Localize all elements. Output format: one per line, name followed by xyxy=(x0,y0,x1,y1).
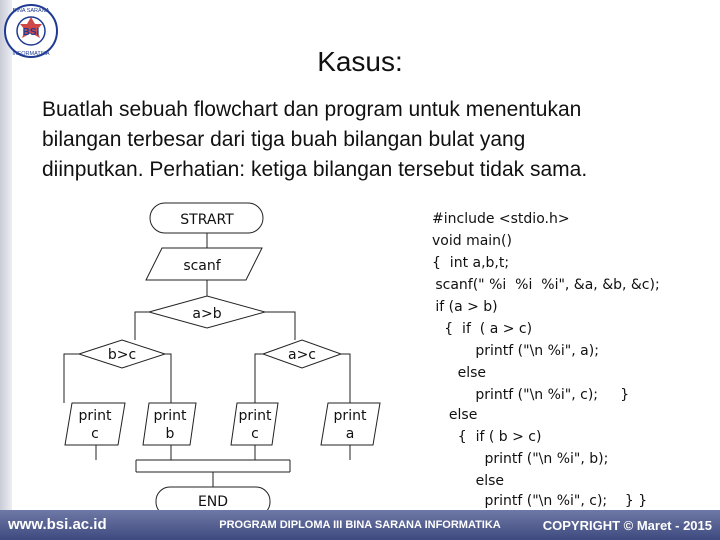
print-2-line-1: print xyxy=(153,408,187,424)
end-label: END xyxy=(197,494,229,510)
logo-top-text: BINA SARANA xyxy=(12,8,50,14)
input-label: scanf xyxy=(183,258,221,274)
case-line-1: Buatlah sebuah flowchart dan program untuk menentukan xyxy=(42,98,582,121)
code-line: if (a > b) xyxy=(422,299,498,315)
print-1-line-1: print xyxy=(78,408,112,424)
print-1-line-2: c xyxy=(91,426,99,442)
code-line: { if ( a > c) xyxy=(422,321,533,337)
connector-ab-right xyxy=(265,312,295,340)
footer-program-text: PROGRAM DIPLOMA III BINA SARANA INFORMATIKA xyxy=(219,519,501,531)
print-2-line-2: b xyxy=(165,426,175,442)
code-line: { int a,b,t; xyxy=(432,255,510,271)
case-line-3: diinputkan. Perhatian: ketiga bilangan tersebut tidak sama. xyxy=(42,158,588,181)
code-line: { if ( b > c) xyxy=(440,429,542,445)
print-3-line-2: c xyxy=(251,426,259,442)
logo-mark-text: BSI xyxy=(22,27,40,38)
connector-ab-left xyxy=(135,312,149,340)
code-line: else xyxy=(440,473,505,489)
code-line: printf ("\n %i", a); xyxy=(422,343,599,359)
footer-url-link[interactable]: www.bsi.ac.id xyxy=(8,516,107,533)
print-3-line-1: print xyxy=(238,408,272,424)
code-line: printf ("\n %i", c); } } xyxy=(440,493,648,509)
logo-bottom-text: INFORMATIKA xyxy=(12,51,50,57)
slide-title: Kasus: xyxy=(317,46,403,77)
connector-bc-right xyxy=(165,354,171,403)
code-line: else xyxy=(422,365,487,381)
code-line: printf ("\n %i", b); xyxy=(440,451,609,467)
case-line-2: bilangan terbesar dari tiga buah bilangan bulat yang xyxy=(42,128,526,151)
code-line: else xyxy=(440,407,478,423)
footer-bar xyxy=(0,510,720,540)
code-line: void main() xyxy=(432,233,512,249)
connector-bc-left xyxy=(64,354,79,403)
decision-left-label: b>c xyxy=(107,347,137,363)
code-line: scanf(" %i %i %i", &a, &b, &c); xyxy=(422,277,660,293)
code-line: printf ("\n %i", c); } xyxy=(422,387,630,403)
footer-copyright: COPYRIGHT © Maret - 2015 xyxy=(542,518,712,533)
decision-main-label: a>b xyxy=(192,306,222,322)
connector-ac-left xyxy=(255,354,263,403)
start-label: STRART xyxy=(180,212,234,228)
print-4-line-2: a xyxy=(345,426,355,442)
connector-ac-right xyxy=(341,354,350,403)
code-line: #include <stdio.h> xyxy=(432,211,570,227)
decision-right-label: a>c xyxy=(287,347,317,363)
print-4-line-1: print xyxy=(333,408,367,424)
